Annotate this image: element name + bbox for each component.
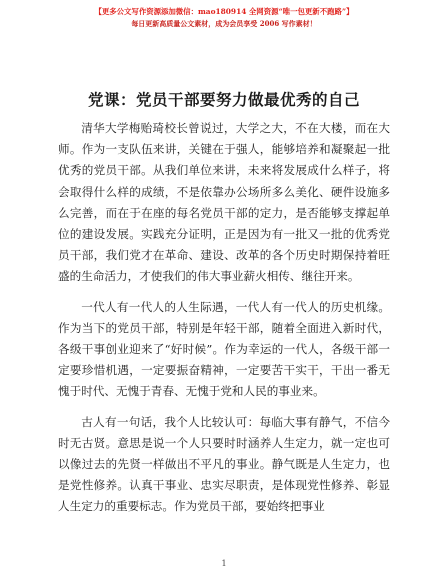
document-body bbox=[58, 118, 390, 527]
promo-banner-line-1: 【更多公文写作资源添加微信：mao180914 全网资源“唯一包更新不跑路”】 bbox=[94, 7, 354, 16]
paragraph-3: 古人有一句话，我个人比较认可：每临大事有静气，不信今时无古贤。意思是说一个人只要时时涵养人生定力，就一定也可以像过去的先贤一样做出不平凡的事业。静气既是人生定力，也是党性修养。认真干事业、忠实尽职责，是体现党性修养、彰显人生定力的重要标志。作为党员干部，要始终把事业 bbox=[58, 414, 390, 514]
promo-banner bbox=[0, 6, 448, 30]
paragraph-2: 一代人有一代人的人生际遇，一代人有一代人的历史机缘。作为当下的党员干部，特别是年轻干部，随着全面进入新时代，各级干事创业迎来了“好时候”。作为幸运的一代人，各级干部一定要珍惜机遇，一定要振奋精神，一定要苦干实干，干出一番无愧于时代、无愧于青春、无愧于党和人民的事业来。 bbox=[58, 299, 390, 399]
paragraph-1: 清华大学梅贻琦校长曾说过，大学之大，不在大楼，而在大师。作为一支队伍来讲，关键在于强人，能够培养和凝聚起一批优秀的党员干部。从我们单位来讲，未来将发展成什么样子，将会取得什么样的成绩，不是依靠办公场所多么美化、硬件设施多么完善，而在于在座的每名党员干部的定力，是否能够支撑起单位的建设发展。实践充分证明，正是因为有一批又一批的优秀党员干部，我们党才在革命、建设、改革的各个历史时期保持着旺盛的生命活力，才使我们的伟大事业薪火相传、继往开来。 bbox=[58, 121, 390, 284]
promo-banner-line-2: 每日更新高质量公文素材，成为会员享受 2006 写作素材！ bbox=[131, 19, 317, 28]
page-number: 1 bbox=[221, 559, 227, 568]
document-title: 党课：党员干部要努力做最优秀的自己 bbox=[87, 90, 360, 109]
